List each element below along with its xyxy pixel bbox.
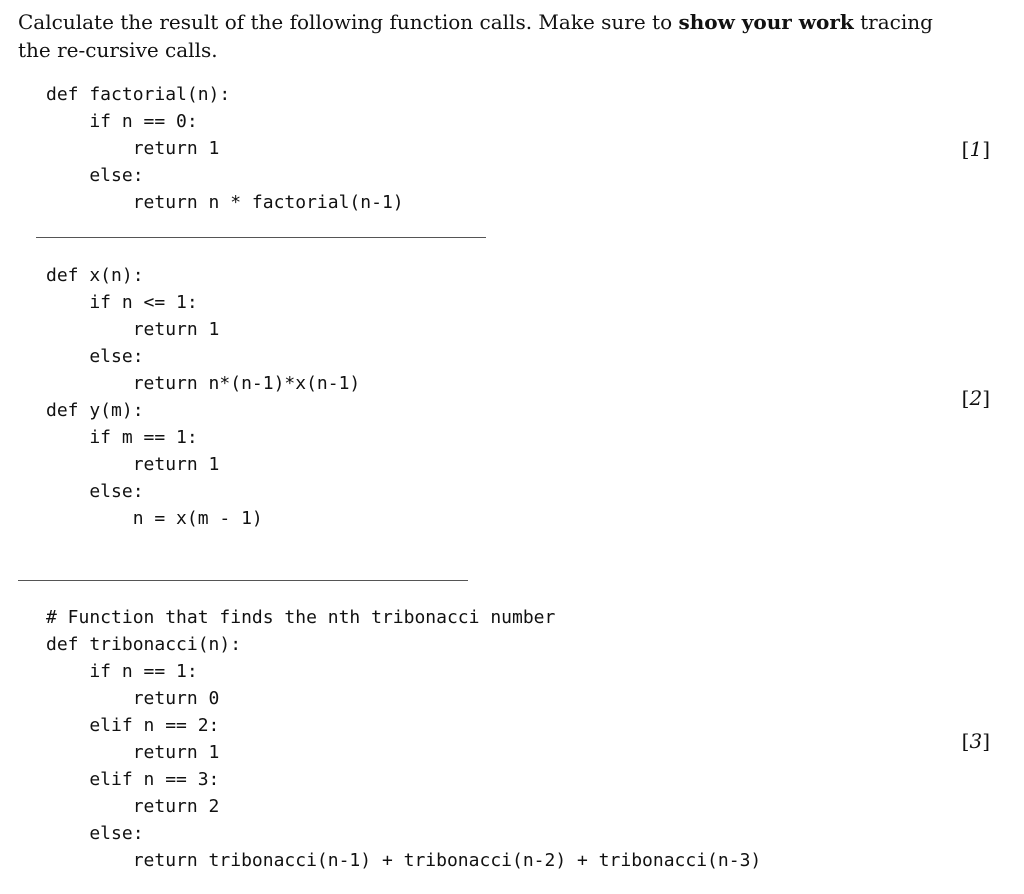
code-line: return n*(n-1)*x(n-1)	[46, 373, 361, 394]
code-line: return n * factorial(n-1)	[46, 192, 404, 213]
code-line: return tribonacci(n-1) + tribonacci(n-2) + tribonacci(n-3)	[46, 850, 762, 871]
instructions-text	[18, 8, 958, 64]
marks-question-2: [2]	[961, 386, 990, 410]
code-line: def tribonacci(n):	[46, 634, 242, 655]
code-line: return 1	[46, 138, 220, 159]
instructions-lead: Calculate the result of the following function calls. Make sure to	[18, 10, 679, 34]
marks-question-1: [1]	[961, 137, 990, 161]
code-line: return 1	[46, 319, 220, 340]
code-line: def x(n):	[46, 265, 144, 286]
code-line: n = x(m - 1)	[46, 508, 263, 529]
code-line: # Function that finds the nth tribonacci number	[46, 607, 556, 628]
code-line: if n == 1:	[46, 661, 198, 682]
code-line: return 2	[46, 796, 220, 817]
marks-value-2: 2	[969, 386, 983, 410]
instructions-emphasis: show your work	[678, 10, 854, 34]
code-line: return 1	[46, 742, 220, 763]
code-block-x-y	[46, 262, 360, 532]
code-line: if m == 1:	[46, 427, 198, 448]
code-block-tribonacci	[46, 604, 761, 874]
code-line: elif n == 2:	[46, 715, 220, 736]
instructions-tail: tracing the re-cursive calls.	[18, 10, 933, 62]
marks-question-3: [3]	[961, 729, 990, 753]
marks-value-3: 3	[969, 729, 983, 753]
code-line: return 0	[46, 688, 220, 709]
code-line: else:	[46, 165, 144, 186]
code-line: def factorial(n):	[46, 84, 231, 105]
code-line: return 1	[46, 454, 220, 475]
section-divider-1	[36, 237, 486, 238]
code-line: if n <= 1:	[46, 292, 198, 313]
code-line: else:	[46, 346, 144, 367]
code-line: else:	[46, 481, 144, 502]
code-line: else:	[46, 823, 144, 844]
code-line: if n == 0:	[46, 111, 198, 132]
code-line: def y(m):	[46, 400, 144, 421]
code-line: elif n == 3:	[46, 769, 220, 790]
code-block-factorial	[46, 81, 404, 216]
marks-value-1: 1	[969, 137, 983, 161]
section-divider-2	[18, 580, 468, 581]
